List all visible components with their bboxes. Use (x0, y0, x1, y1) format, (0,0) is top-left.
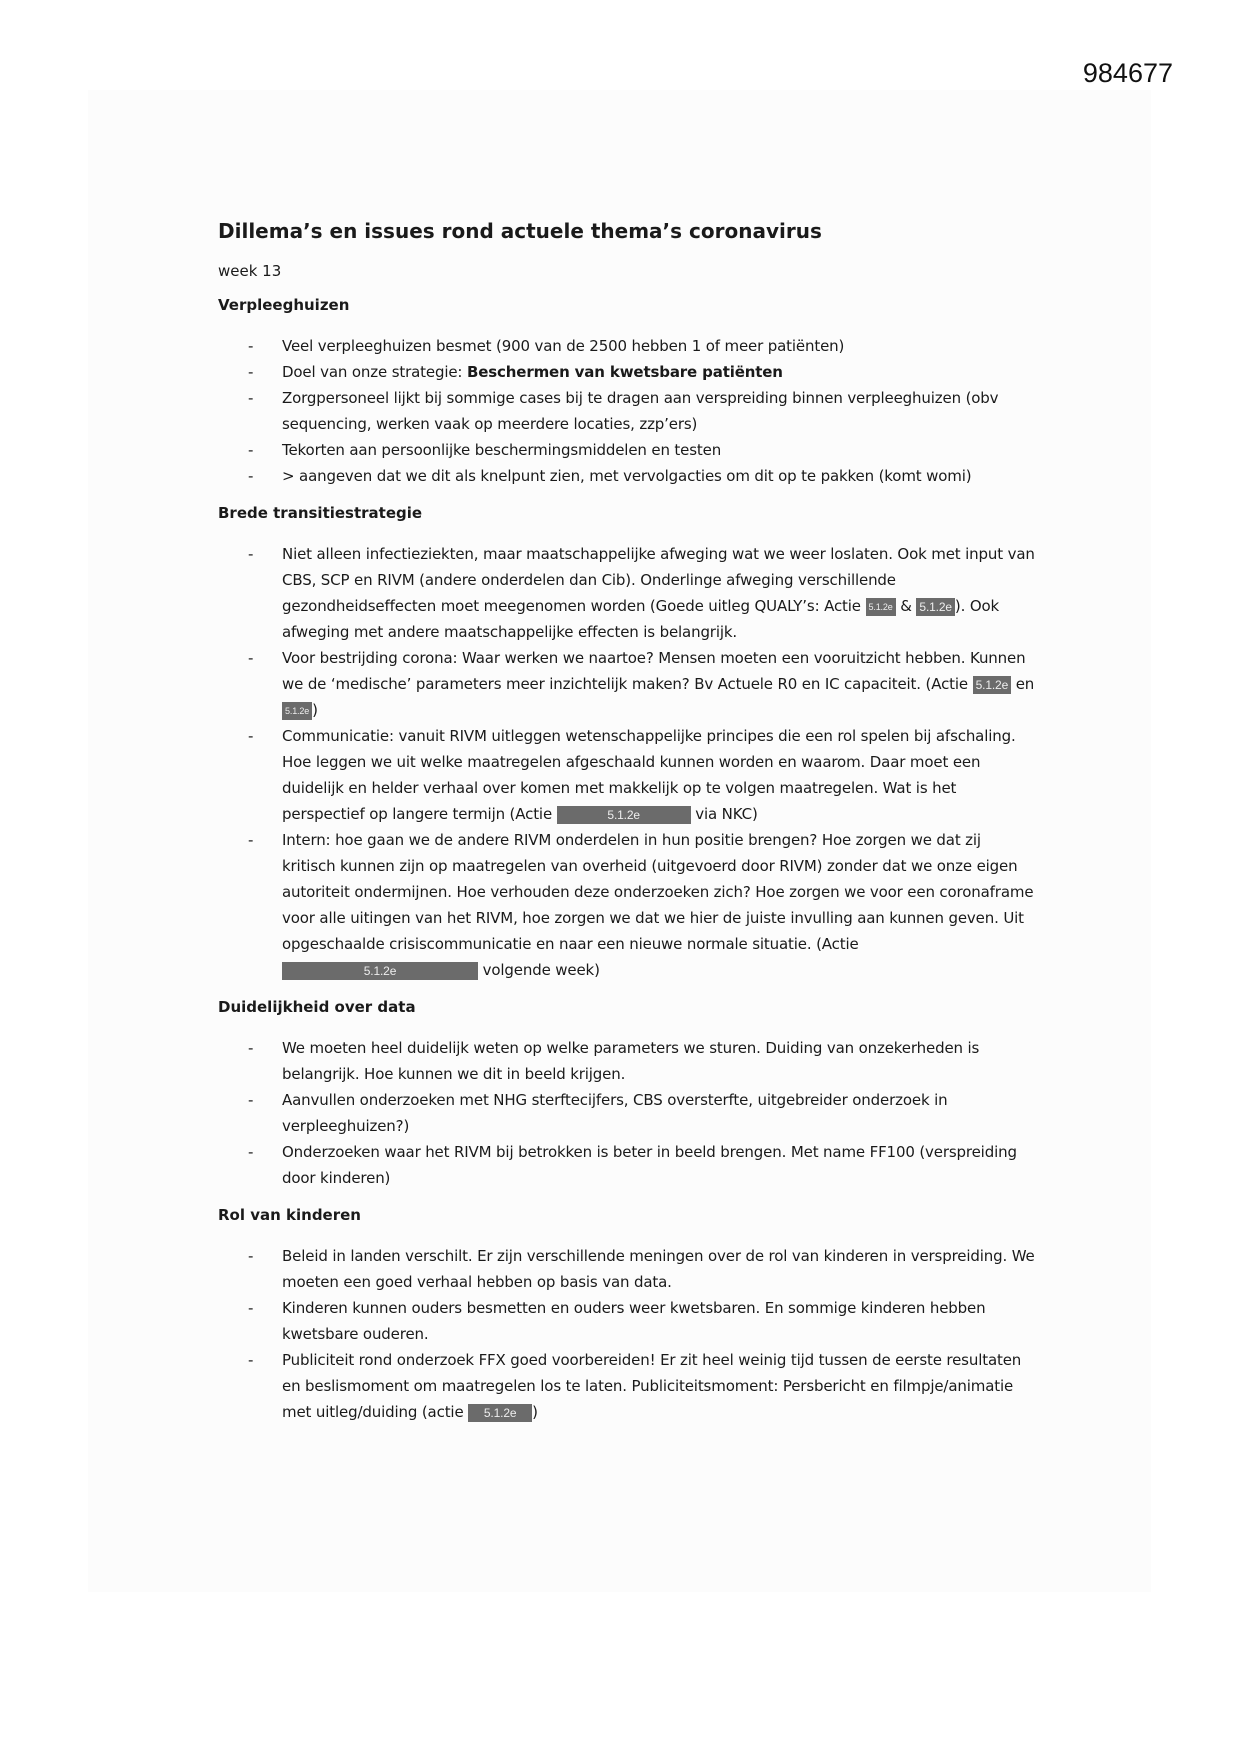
list-item (218, 437, 1038, 463)
list-item (218, 1347, 1038, 1425)
item-text: Voor bestrijding corona: Waar werken we naartoe? Mensen moeten een vooruitzicht hebben. Kunnen we de ‘medische’ parameters meer inzichtelijk maken? Bv Actuele R0 en IC capaciteit. (Actie (282, 649, 1026, 693)
item-text: Zorgpersoneel lijkt bij sommige cases bij te dragen aan verspreiding binnen verpleeghuizen (obv sequencing, werken vaak op meerdere locaties, zzp’ers) (282, 389, 999, 433)
section-heading: Verpleeghuizen (218, 296, 350, 314)
list-item (218, 463, 1038, 489)
item-text: volgende week) (478, 961, 600, 979)
redaction-box: 5.1.2e (468, 1404, 532, 1422)
list-item (218, 333, 1038, 359)
bullet-dash-icon: - (248, 467, 254, 485)
item-text: Aanvullen onderzoeken met NHG sterftecijfers, CBS oversterfte, uitgebreider onderzoek in verpleeghuizen?) (282, 1091, 948, 1135)
bullet-dash-icon: - (248, 1299, 254, 1317)
section-heading: Duidelijkheid over data (218, 998, 416, 1016)
list-item (218, 385, 1038, 437)
item-text: Intern: hoe gaan we de andere RIVM onderdelen in hun positie brengen? Hoe zorgen we dat zij kritisch kunnen zijn op maatregelen van overheid (uitgevoerd door RIVM) zonder dat we onze eigen autoriteit ondermijnen. Hoe verhouden deze onderzoeken zich? Hoe zorgen we voor een coronaframe voor alle uitingen van het RIVM, hoe zorgen we dat we hier de juiste invulling aan kunnen geven. Uit opgeschaalde crisiscommunicatie en naar een nieuwe normale situatie. (Actie (282, 831, 1034, 953)
list-item (218, 827, 1038, 983)
item-text: We moeten heel duidelijk weten op welke parameters we sturen. Duiding van onzekerheden is belangrijk. Hoe kunnen we dit in beeld krijgen. (282, 1039, 980, 1083)
section-heading: Rol van kinderen (218, 1206, 361, 1224)
bullet-dash-icon: - (248, 1351, 254, 1369)
list-item (218, 1087, 1038, 1139)
item-text: Kinderen kunnen ouders besmetten en ouders weer kwetsbaren. En sommige kinderen hebben kwetsbare ouderen. (282, 1299, 986, 1343)
section-duidelijkheid-over-data (218, 997, 1038, 1191)
item-emphasis: Beschermen van kwetsbare patiënten (466, 363, 783, 381)
redaction-box: 5.1.2e (557, 806, 691, 824)
item-text: Doel van onze strategie: (282, 363, 467, 381)
list-item (218, 1035, 1038, 1087)
redaction-box: 5.1.2e (866, 598, 896, 616)
section-rol-van-kinderen (218, 1205, 1038, 1425)
list-item (218, 1295, 1038, 1347)
bullet-dash-icon: - (248, 441, 254, 459)
item-text: Tekorten aan persoonlijke beschermingsmiddelen en testen (282, 441, 722, 459)
item-text: via NKC) (690, 805, 758, 823)
section-verpleeghuizen (218, 295, 1038, 489)
document-id: 984677 (1082, 58, 1173, 88)
bullet-dash-icon: - (248, 363, 254, 381)
redaction-box: 5.1.2e (973, 676, 1011, 694)
redaction-box: 5.1.2e (916, 598, 954, 616)
bullet-dash-icon: - (248, 545, 254, 563)
list-item (218, 1139, 1038, 1191)
item-text: & (895, 597, 917, 615)
bullet-dash-icon: - (248, 337, 254, 355)
document-body (218, 218, 1038, 1425)
bullet-dash-icon: - (248, 831, 254, 849)
item-text: Onderzoeken waar het RIVM bij betrokken is beter in beeld brengen. Met name FF100 (verspreiding door kinderen) (282, 1143, 1017, 1187)
list-item (218, 723, 1038, 827)
item-text: Publiciteit rond onderzoek FFX goed voorbereiden! Er zit heel weinig tijd tussen de eerste resultaten en beslismoment om maatregelen los te laten. Publiciteitsmoment: Persbericht en filmpje/animatie met uitleg/duiding (actie (282, 1351, 1022, 1421)
list-item (218, 359, 1038, 385)
item-text: Niet alleen infectieziekten, maar maatschappelijke afweging wat we weer loslaten. Ook met input van CBS, SCP en RIVM (andere onderdelen dan Cib). Onderlinge afweging verschillende gezondheidseffecten moet meegenomen worden (Goede uitleg QUALY’s: Actie (282, 545, 1035, 615)
list-item (218, 541, 1038, 645)
item-text: ) (312, 701, 318, 719)
list-item (218, 645, 1038, 723)
bullet-dash-icon: - (248, 1247, 254, 1265)
item-text: Veel verpleeghuizen besmet (900 van de 2500 hebben 1 of meer patiënten) (282, 337, 845, 355)
bullet-dash-icon: - (248, 1143, 254, 1161)
bullet-dash-icon: - (248, 727, 254, 745)
section-brede-transitiestrategie (218, 503, 1038, 983)
section-heading: Brede transitiestrategie (218, 504, 423, 522)
document-title: Dillema’s en issues rond actuele thema’s coronavirus (218, 219, 822, 243)
bullet-dash-icon: - (248, 389, 254, 407)
bullet-dash-icon: - (248, 1039, 254, 1057)
bullet-dash-icon: - (248, 1091, 254, 1109)
week-label: week 13 (218, 262, 282, 280)
item-text: ). Ook afweging met andere maatschappelijke effecten is belangrijk. (282, 597, 1000, 641)
redaction-box: 5.1.2e (282, 702, 312, 720)
redaction-box: 5.1.2e (282, 962, 478, 980)
item-text: Communicatie: vanuit RIVM uitleggen wetenschappelijke principes die een rol spelen bij afschaling. Hoe leggen we uit welke maatregelen afgeschaald kunnen worden en waarom. Daar moet een duidelijk en helder verhaal over komen met makkelijk op te volgen maatregelen. Wat is het perspectief op langere termijn (Actie (282, 727, 1016, 823)
item-text: Beleid in landen verschilt. Er zijn verschillende meningen over de rol van kinderen in verspreiding. We moeten een goed verhaal hebben op basis van data. (282, 1247, 1035, 1291)
bullet-dash-icon: - (248, 649, 254, 667)
list-item (218, 1243, 1038, 1295)
item-text: ) (532, 1403, 538, 1421)
item-text: > aangeven dat we dit als knelpunt zien, met vervolgacties om dit op te pakken (komt womi) (282, 467, 972, 485)
item-text: en (1011, 675, 1035, 693)
